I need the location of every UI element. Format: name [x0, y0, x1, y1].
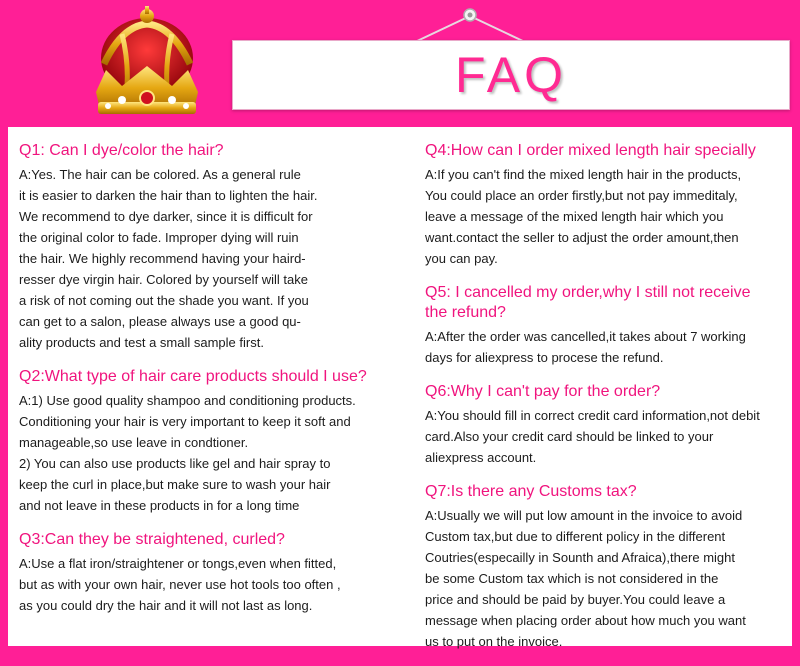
faq-answer: A:You should fill in correct credit card information,not debit card.Also your credit card should be linked to your aliexpress account.: [425, 408, 760, 465]
faq-question: Q3:Can they be straightened, curled?: [19, 531, 285, 548]
faq-question: Q6:Why I can't pay for the order?: [425, 383, 661, 400]
faq-question: Q7:Is there any Customs tax?: [425, 483, 637, 500]
faq-item: [19, 530, 409, 616]
faq-item: [19, 367, 409, 516]
faq-column-left: [19, 141, 409, 630]
faq-question: Q5: I cancelled my order,why I still not receive the refund?: [425, 284, 751, 321]
faq-answer: A:After the order was cancelled,it takes about 7 working days for aliexpress to procese the refund.: [425, 329, 746, 365]
faq-sign: [232, 40, 790, 110]
crown-icon: [82, 6, 212, 124]
page-title: FAQ: [454, 47, 568, 103]
faq-question: Q1: Can I dye/color the hair?: [19, 142, 224, 159]
faq-question: Q4:How can I order mixed length hair specially: [425, 142, 756, 159]
faq-item: [19, 141, 409, 353]
faq-item: [425, 141, 790, 269]
faq-item: [425, 482, 790, 652]
faq-answer: A:Use a flat iron/straightener or tongs,even when fitted, but as with your own hair, never use hot tools too often , as you could dry the hair and it will not last as long.: [19, 556, 341, 613]
faq-answer: A:If you can't find the mixed length hair in the products, You could place an order firstly,but not pay immeditaly, leave a message of the mixed length hair which you want.contact the seller to adjust the order amount,then you can pay.: [425, 167, 742, 266]
faq-banner: [0, 0, 800, 128]
faq-item: [425, 382, 790, 468]
faq-answer: A:Yes. The hair can be colored. As a general rule it is easier to darken the hair than to lighten the hair. We recommend to dye darker, since it is difficult for the original color to fade. Improper dying will ruin the hair. We highly recommend having your haird- resser dye virgin hair. Colored by yourself will take a risk of not coming out the shade you want. If you can get to a salon, please always use a good qu- ality products and test a small sample first.: [19, 167, 318, 350]
faq-column-right: [425, 141, 790, 666]
faq-question: Q2:What type of hair care products should I use?: [19, 368, 367, 385]
faq-answer: A:1) Use good quality shampoo and conditioning products. Conditioning your hair is very important to keep it soft and manageable,so use leave in condtioner. 2) You can also use products like gel and hair spray to keep the curl in place,but make sure to wash your hair and not leave in these products in for a long time: [19, 393, 356, 513]
faq-panel: [8, 127, 792, 649]
faq-answer: A:Usually we will put low amount in the invoice to avoid Custom tax,but due to different policy in the different Coutries(especailly in Sounth and Afraica),there might be some Custom tax which is not considered in the price and should be paid by buyer.You could leave a message when placing order about how much you want us to put on the invoice.: [425, 508, 746, 649]
faq-item: [425, 283, 790, 368]
